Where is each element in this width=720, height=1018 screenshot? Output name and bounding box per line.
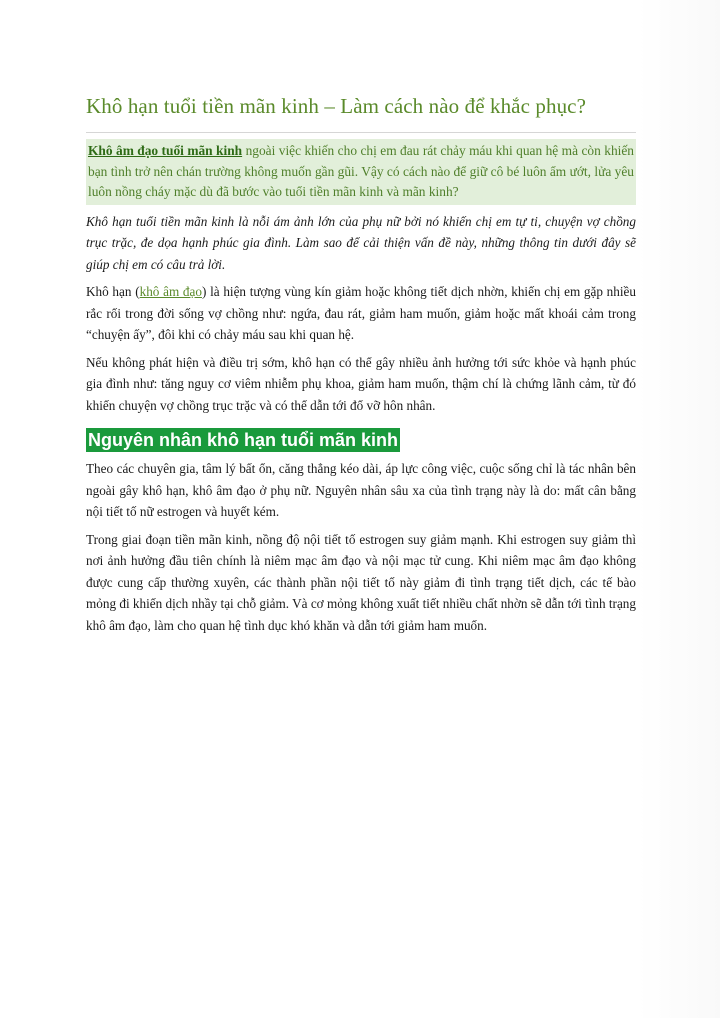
inline-link-kho-am-dao[interactable]: khô âm đạo <box>139 284 202 299</box>
page-edge-shadow <box>638 0 720 1018</box>
summary-text: ngoài việc khiến cho chị em đau rát chảy máu khi quan hệ mà còn khiến bạn tình trở nên chán trường không muốn gần gũi. Vậy có cách nào để giữ cô bé luôn ẩm ướt, lửa yêu luôn nồng cháy mặc dù đã bước vào tuổi tiền mãn kinh và mãn kinh? <box>88 143 634 199</box>
paragraph-definition-before: Khô hạn ( <box>86 284 140 299</box>
paragraph-consequences: Nếu không phát hiện và điều trị sớm, khô hạn có thể gây nhiều ảnh hưởng tới sức khỏe và hạnh phúc gia đình như: tăng nguy cơ viêm nhiễm phụ khoa, giảm ham muốn, thậm chí là chứng lãnh cảm, từ đó khiến chuyện vợ chồng trục trặc và có thể dẫn tới đổ vỡ hôn nhân. <box>86 354 636 413</box>
section-heading: Nguyên nhân khô hạn tuổi mãn kinh <box>88 430 399 450</box>
document-content <box>86 92 636 642</box>
summary-link[interactable]: Khô âm đạo tuổi mãn kinh <box>88 143 243 158</box>
paragraph-estrogen: Trong giai đoạn tiền mãn kinh, nồng độ nội tiết tố estrogen suy giảm mạnh. Khi estrogen suy giảm thì nơi ảnh hưởng đầu tiên chính là niêm mạc âm đạo và nội mạc tử cung. Khi niêm mạc âm đạo không được cung cấp thường xuyên, các thành phần nội tiết tố này giảm đi tình trạng tiết dịch, các tế bào mỏng đi khiến dịch nhầy tại chỗ giảm. Và cơ mỏng không xuất tiết nhiều chất nhờn sẽ dẫn tới tình trạng khô âm đạo, làm cho quan hệ tình dục khó khăn và dẫn tới giảm ham muốn. <box>86 531 636 633</box>
section-heading-wrapper <box>86 422 636 458</box>
paragraph-causes: Theo các chuyên gia, tâm lý bất ổn, căng thẳng kéo dài, áp lực công việc, cuộc sống chỉ là tác nhân bên ngoài gây khô hạn, khô âm đạo ở phụ nữ. Nguyên nhân sâu xa của tình trạng này là do: mất cân bằng nội tiết tố nữ estrogen và huyết kém. <box>86 461 636 519</box>
paragraph-definition <box>86 281 636 346</box>
page-title: Khô hạn tuổi tiền mãn kinh – Làm cách nào để khắc phục? <box>86 94 587 118</box>
paragraph-definition-after: ) là hiện tượng vùng kín giảm hoặc không tiết dịch nhờn, khiến chị em gặp nhiều rắc rối trong đời sống vợ chồng như: ngứa, đau rát, giảm ham muốn, giảm hoặc mất khoái cảm trong “chuyện ấy”, đôi khi có chảy máu sau khi quan hệ. <box>86 284 636 342</box>
title-divider <box>86 132 636 133</box>
intro-paragraph: Khô hạn tuổi tiền mãn kinh là nỗi ám ảnh lớn của phụ nữ bởi nó khiến chị em tự ti, chuyện vợ chồng trục trặc, đe dọa hạnh phúc gia đình. Làm sao để cải thiện vấn đề này, những thông tin dưới đây sẽ giúp chị em có câu trả lời. <box>86 213 636 272</box>
summary-box <box>86 139 636 205</box>
